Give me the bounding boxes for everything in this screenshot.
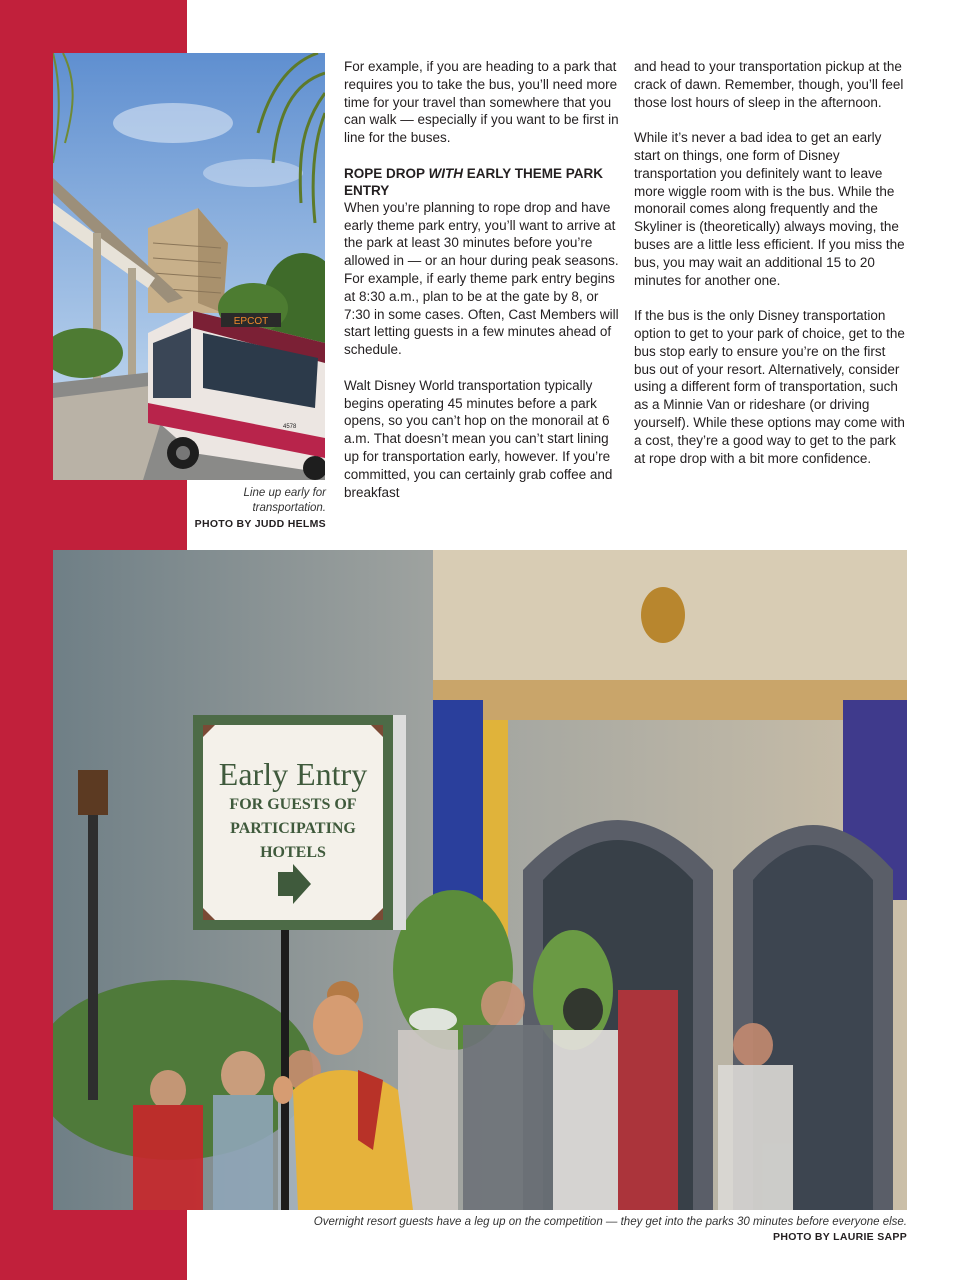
bus-destination-sign: EPCOT	[233, 316, 269, 327]
col1-paragraph-3: Walt Disney World transportation typically begins operating 45 minutes before a park opens, so you can’t hop on the monorail at 6 a.m. That doesn’t mean you can’t start lining up for transportation early, however. If you’re committed, you can certainly grab coffee and breakfast	[344, 377, 613, 500]
bus-photo-caption	[187, 486, 326, 532]
early-entry-photo-credit: PHOTO BY LAURIE SAPP	[773, 1231, 907, 1243]
sign-line-3: HOTELS	[260, 844, 326, 861]
col1-paragraph-2: When you’re planning to rope drop and have early theme park entry, you’ll want to arrive at the park at least 30 minutes before you’re allowed in — or an hour during peak seasons. For example, if early theme park entry begins at 8:30 a.m., plan to be at the gate by 8, or 7:30 in some cases. Often, Cast Members will start letting guests in a few minutes ahead of schedule.	[344, 199, 619, 358]
sign-line-2: PARTICIPATING	[230, 820, 356, 837]
bus-number: 4578	[283, 424, 297, 430]
sign-title: Early Entry	[218, 756, 368, 792]
early-entry-caption-text: Overnight resort guests have a leg up on the competition — they get into the parks 30 minutes before everyone else.	[313, 1216, 907, 1228]
col2-paragraph-1: and head to your transportation pickup at the crack of dawn. Remember, though, you’ll feel those lost hours of sleep in the afternoon.	[634, 59, 904, 110]
early-entry-photo-caption	[187, 1215, 907, 1245]
col1-paragraph-1: For example, if you are heading to a park that requires you to take the bus, you’ll need more time for your travel than somewhere that you can walk — especially if you want to be first in line for the buses.	[344, 59, 619, 146]
bus-photo-credit: PHOTO BY JUDD HELMS	[194, 518, 326, 530]
early-entry-photo	[53, 550, 907, 1210]
article-column-2	[634, 58, 910, 485]
bus-photo-caption-text: Line up early for transportation.	[243, 487, 326, 514]
section-heading: ROPE DROP WITH EARLY THEME PARK ENTRY	[344, 165, 604, 198]
col2-paragraph-2: While it’s never a bad idea to get an early start on things, one form of Disney transportation you definitely want to leave more wiggle room with is the bus. While the monorail comes along frequently and the Skyliner is (theoretically) always moving, the buses are a little less efficient. If you miss the bus, you may wait an additional 15 to 20 minutes for another one.	[634, 130, 905, 288]
sign-line-1: FOR GUESTS OF	[229, 796, 357, 813]
bus-photo	[53, 53, 325, 480]
col2-paragraph-3: If the bus is the only Disney transportation option to get to your park of choice, get to the bus stop early to ensure you’re on the first bus out of your resort. Alternatively, consider using a different form of transportation, such as a Minnie Van or rideshare (or driving yourself). While these options may come with a cost, they’re a good way to get to the park at rope drop with a bit more confidence.	[634, 308, 905, 466]
article-column-1	[344, 58, 622, 519]
